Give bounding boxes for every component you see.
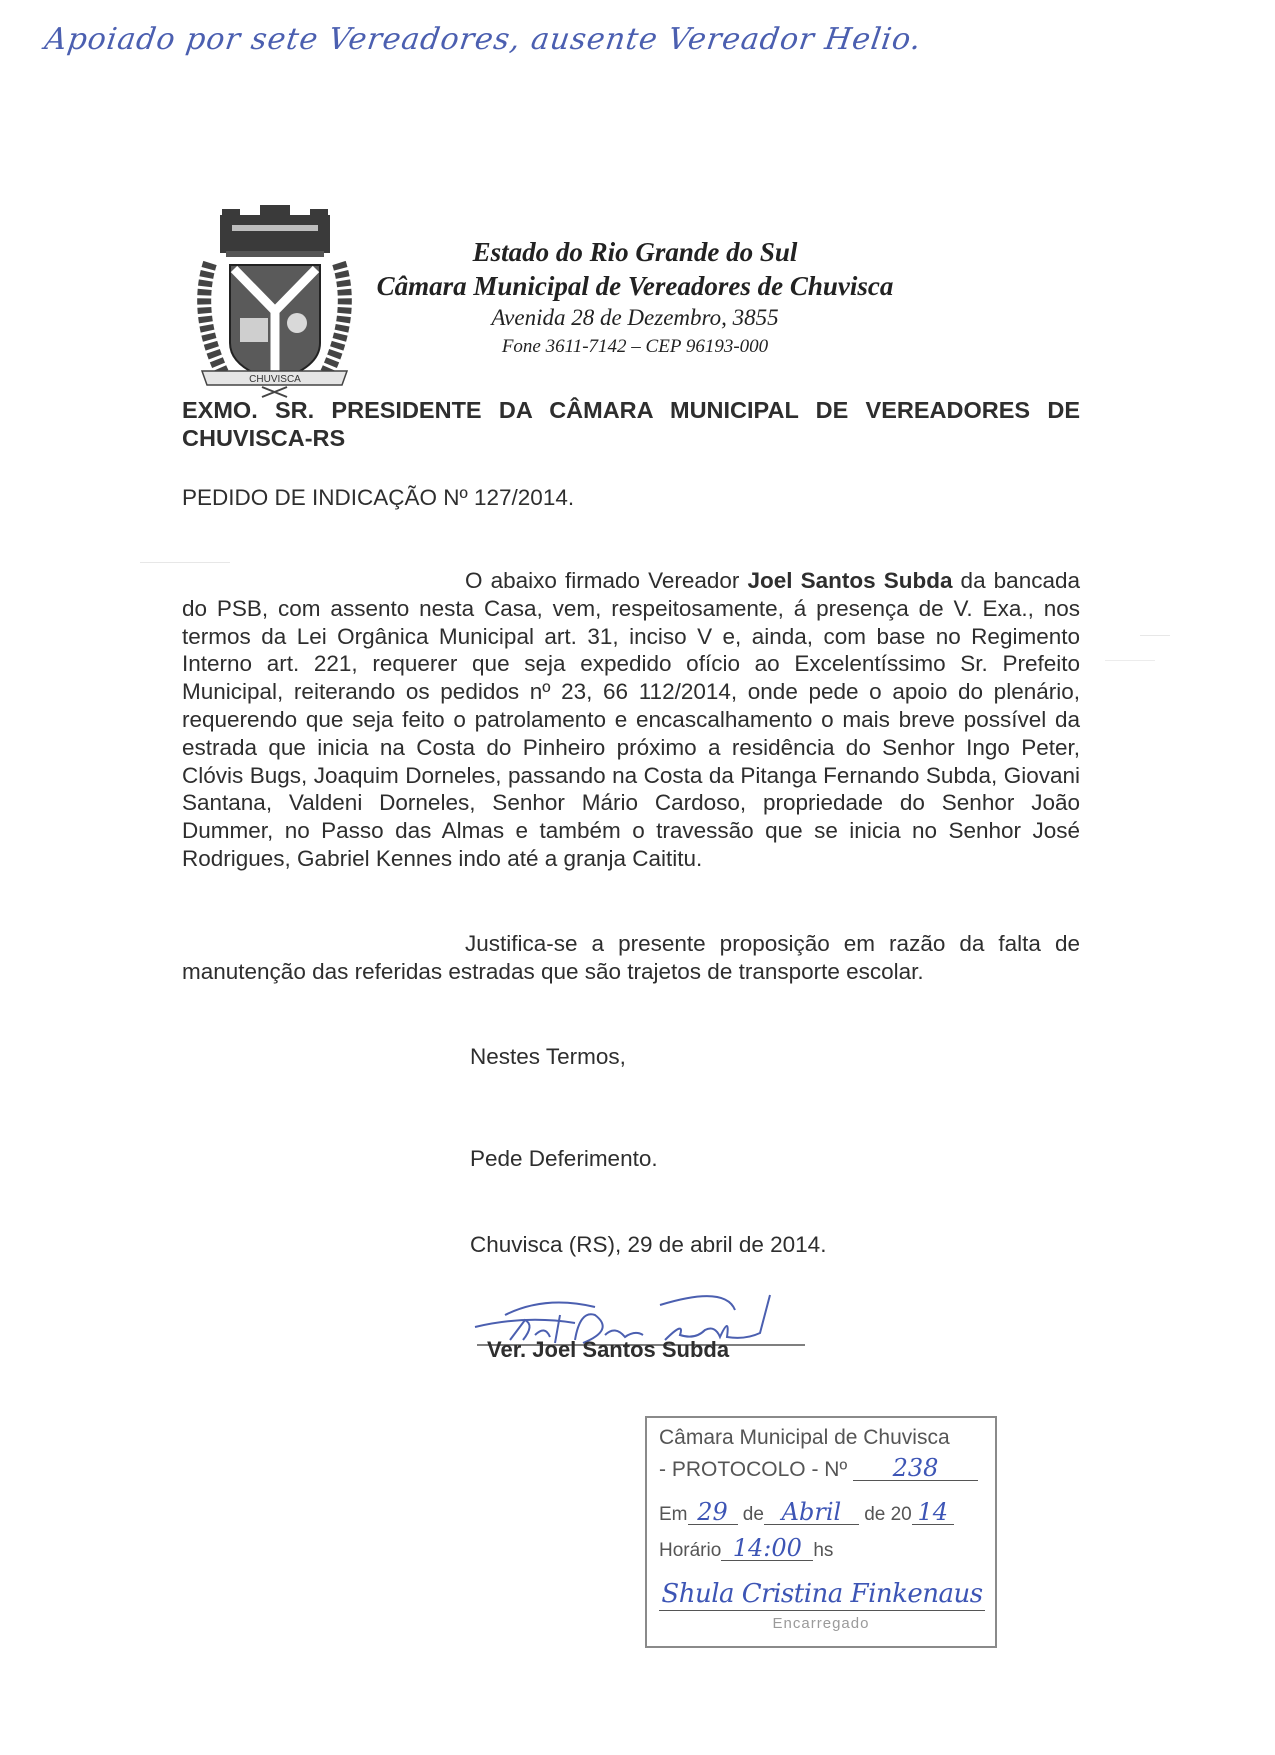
letterhead-state: Estado do Rio Grande do Sul (472, 237, 798, 267)
stamp-time-row (659, 1536, 833, 1562)
paragraph-1-intro: O abaixo firmado Vereador (465, 568, 748, 593)
closing-pede-deferimento: Pede Deferimento. (470, 1146, 658, 1171)
addressee: EXMO. SR. PRESIDENTE DA CÂMARA MUNICIPAL DE VEREADORES DE CHUVISCA-RS (182, 397, 1080, 451)
coat-of-arms-icon (192, 203, 357, 398)
body-paragraph-2: Justifica-se a presente proposição em razão da falta de manutenção das referidas estradas que são trajetos de transporte escolar. (182, 931, 1080, 984)
crown-icon (220, 205, 330, 257)
de-label: de (742, 1504, 764, 1525)
letterhead (370, 235, 900, 361)
body-paragraph-1 (182, 567, 1080, 873)
protocolo-number: 238 (853, 1456, 978, 1481)
letterhead-address: Avenida 28 de Dezembro, 3855 (491, 305, 779, 330)
stamp-month: Abril (764, 1500, 859, 1525)
closing-nestes-termos: Nestes Termos, (470, 1044, 626, 1069)
scan-artifact (140, 562, 230, 563)
hs-label: hs (813, 1540, 834, 1561)
em-label: Em (659, 1504, 688, 1525)
horario-label: Horário (659, 1540, 722, 1561)
letterhead-institution: Câmara Municipal de Vereadores de Chuvisca (376, 271, 894, 301)
stamp-day: 29 (688, 1500, 738, 1525)
handwritten-annotation: Apoiado por sete Vereadores, ausente Vereador Helio. (42, 22, 924, 57)
stamp-year: 14 (912, 1500, 954, 1525)
scan-artifact (1105, 660, 1155, 661)
stamp-date-row (659, 1500, 954, 1526)
coat-of-arms-banner: CHUVISCA (249, 374, 301, 385)
letterhead-contact: Fone 3611-7142 – CEP 96193-000 (501, 336, 769, 357)
stamp-protocolo-row (659, 1456, 978, 1482)
councilman-name: Joel Santos Subda (747, 568, 953, 593)
date-line: Chuvisca (RS), 29 de abril de 2014. (470, 1232, 827, 1257)
protocolo-label: - PROTOCOLO - Nº (659, 1458, 848, 1481)
protocol-stamp (645, 1416, 997, 1648)
stamp-title: Câmara Municipal de Chuvisca (659, 1426, 950, 1449)
stamp-time: 14:00 (721, 1536, 813, 1561)
scan-artifact (1140, 635, 1170, 636)
year-label: de 20 (864, 1504, 912, 1525)
stamp-signature: Shula Cristina Finkenaus (659, 1578, 985, 1611)
stamp-role: Encarregado (772, 1615, 870, 1632)
paragraph-1-body: da bancada do PSB, com assento nesta Casa, vem, respeitosamente, á presença de V. Exa., nos termos da Lei Orgânica Municipal art. 31, inciso V e, ainda, com base no Regimento Interno art. 221, requerer que seja expedido ofício ao Excelentíssimo Sr. Prefeito Municipal, reiterando os pedidos nº 23, 66 112/2014, onde pede o apoio do plenário, requerendo que seja feito o patrolamento e encascalhamento o mais breve possível da estrada que inicia na Costa do Pinheiro próximo a residência do Senhor Ingo Peter, Clóvis Bugs, Joaquim Dorneles, passando na Costa da Pitanga Fernando Subda, Giovani Santana, Valdeni Dorneles, Senhor Mário Cardoso, propriedade do Senhor João Dummer, no Passo das Almas e também o travessão que se inicia no Senhor José Rodrigues, Gabriel Kennes indo até a granja Caititu. (182, 568, 1080, 871)
signer-name: Ver. Joel Santos Subda (487, 1337, 730, 1362)
request-title: PEDIDO DE INDICAÇÃO Nº 127/2014. (182, 485, 575, 510)
